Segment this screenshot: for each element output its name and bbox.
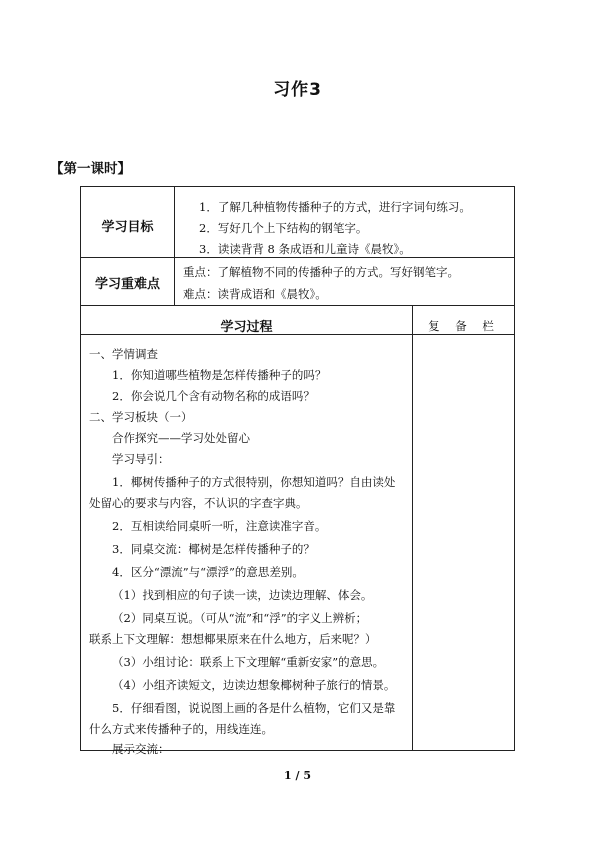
process-line: 学习导引： xyxy=(112,452,170,466)
notes-column-heading: 复 备 栏 xyxy=(428,319,500,333)
key-point-item: 重点：了解植物不同的传播种子的方式。写好钢笔字。 xyxy=(183,265,459,279)
process-line: 1．椰树传播种子的方式很特别，你想知道吗？自由读处 xyxy=(112,475,396,489)
objective-item: 2．写好几个上下结构的钢笔字。 xyxy=(199,221,368,235)
process-line: 2．你会说几个含有动物名称的成语吗？ xyxy=(112,389,315,403)
process-line: 1．你知道哪些植物是怎样传播种子的吗？ xyxy=(112,368,327,382)
process-line: 二、学习板块（一） xyxy=(89,410,193,424)
process-line: （2）同桌互说。（可从“流”和“浮”的字义上辨析； xyxy=(112,611,368,625)
process-line: （4）小组齐读短文，边读边想象椰树种子旅行的情景。 xyxy=(112,678,396,692)
process-heading: 学习过程 xyxy=(220,320,273,335)
process-line: 5．仔细看图，说说图上画的各是什么植物，它们又是靠 xyxy=(112,701,396,715)
process-line: 处留心的要求与内容，不认识的字查字典。 xyxy=(89,496,308,510)
process-line: 什么方式来传播种子的，用线连连。 xyxy=(89,722,273,736)
table-column-divider xyxy=(174,187,175,305)
table-row-divider xyxy=(81,257,514,258)
process-line: 4．区分“漂流”与“漂浮”的意思差别。 xyxy=(112,565,304,579)
process-line: 展示交流： xyxy=(112,742,170,756)
process-line: 联系上下文理解：想想椰果原来在什么地方，后来呢？） xyxy=(89,632,377,646)
process-line: （1）找到相应的句子读一读，边读边理解、体会。 xyxy=(112,588,373,602)
objective-item: 1．了解几种植物传播种子的方式，进行字词句练习。 xyxy=(199,200,471,214)
lesson-table xyxy=(80,186,515,756)
page-number: 1 / 5 xyxy=(284,769,311,782)
section-label: 【第一课时】 xyxy=(50,161,131,177)
key-points-label: 学习重难点 xyxy=(94,277,160,292)
table-column-divider xyxy=(412,305,413,750)
objective-item: 3．读读背背 8 条成语和儿童诗《晨牧》。 xyxy=(199,242,411,256)
process-line: 合作探究——学习处处留心 xyxy=(112,431,250,445)
key-point-item: 难点：读背成语和《晨牧》。 xyxy=(183,287,327,301)
process-line: 一、学情调查 xyxy=(89,347,158,361)
table-row-divider xyxy=(81,305,514,306)
process-line: （3）小组讨论：联系上下文理解“重新安家”的意思。 xyxy=(112,655,385,669)
document-title: 习作3 xyxy=(273,80,322,100)
objectives-label: 学习目标 xyxy=(101,220,154,235)
process-line: 3．同桌交流：椰树是怎样传播种子的？ xyxy=(112,542,315,556)
process-line: 2．互相读给同桌听一听，注意读准字音。 xyxy=(112,519,327,533)
